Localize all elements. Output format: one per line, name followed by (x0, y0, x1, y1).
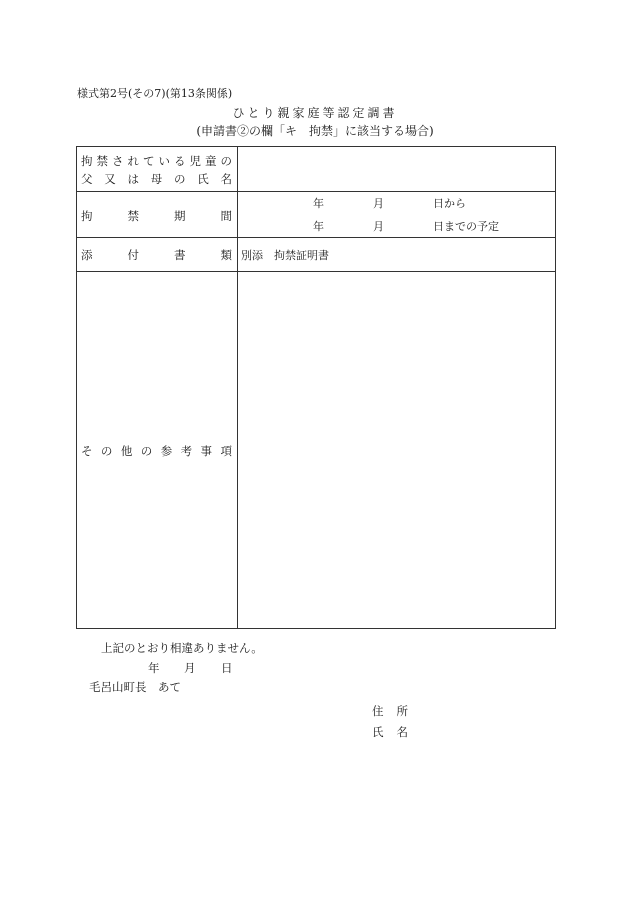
label-char: 書 (174, 248, 186, 262)
period-from-year-unit: 年 (313, 197, 324, 210)
label-char: 間 (220, 209, 232, 223)
label-char: の (100, 444, 113, 458)
label-char: 他 (120, 444, 133, 458)
label-char: 考 (180, 444, 193, 458)
name-label-char-2: 名 (396, 725, 408, 739)
name-label-char-1: 氏 (372, 725, 384, 739)
applicant-address-label (372, 703, 408, 719)
label-char: 名 (220, 172, 232, 186)
document-subtitle: (申請書②の欄「キ 拘禁」に該当する場合) (196, 124, 434, 138)
column-divider (237, 147, 238, 628)
label-char: の (174, 172, 186, 186)
label-char: 又 (104, 172, 116, 186)
remarks-label (81, 443, 232, 459)
form-number: 様式第2号(その7)(第13条関係) (77, 87, 233, 100)
label-char: 禁 (96, 154, 108, 168)
parent-name-label-line2 (81, 171, 232, 187)
label-char: は (127, 172, 139, 186)
period-from-month-unit: 月 (373, 197, 384, 210)
declaration-date-day: 日 (221, 661, 233, 675)
label-char: 童 (205, 154, 217, 168)
parent-name-field[interactable] (241, 151, 551, 187)
label-char: そ (81, 444, 93, 458)
label-char: る (174, 154, 186, 168)
label-char: 類 (220, 248, 232, 262)
remarks-label-text (81, 443, 232, 459)
period-until-day-suffix: 日までの予定 (433, 220, 499, 233)
period-from-day-suffix: 日から (433, 197, 466, 210)
label-char: 項 (220, 444, 232, 458)
attachments-value: 別添 拘禁証明書 (241, 249, 329, 262)
declaration-statement: 上記のとおり相違ありません。 (101, 641, 263, 655)
label-char: て (143, 154, 155, 168)
label-char: 拘 (81, 154, 93, 168)
address-label-char-1: 住 (372, 704, 384, 718)
document-title: ひとり親家庭等認定調書 (232, 106, 398, 120)
label-char: い (158, 154, 170, 168)
attachments-label (81, 247, 232, 263)
label-char: 氏 (197, 172, 209, 186)
label-char: 事 (200, 444, 213, 458)
label-char: れ (127, 154, 139, 168)
parent-name-label (81, 153, 232, 187)
period-until-year-unit: 年 (313, 220, 324, 233)
attachments-label-text (81, 247, 232, 263)
label-char: 母 (150, 172, 163, 186)
label-char: 付 (127, 248, 139, 262)
label-char: 期 (174, 209, 186, 223)
row-divider (77, 191, 555, 192)
row-divider (77, 271, 555, 272)
declaration-date-year: 年 (148, 661, 160, 675)
remarks-field[interactable] (241, 277, 551, 623)
label-char: 参 (160, 444, 173, 458)
label-char: の (140, 444, 153, 458)
row-divider (77, 237, 555, 238)
label-char: 禁 (127, 209, 139, 223)
addressee: 毛呂山町長 あて (89, 680, 181, 694)
label-char: の (220, 154, 232, 168)
applicant-name-label (372, 724, 408, 740)
label-char: 拘 (81, 209, 93, 223)
parent-name-label-line1 (81, 153, 232, 169)
period-until-month-unit: 月 (373, 220, 384, 233)
label-char: 父 (81, 172, 93, 186)
label-char: さ (112, 154, 124, 168)
certification-table (76, 146, 556, 629)
detention-period-label-text (81, 208, 232, 224)
label-char: 添 (81, 248, 93, 262)
label-char: 児 (189, 154, 201, 168)
detention-period-label (81, 208, 232, 224)
address-label-char-2: 所 (396, 704, 408, 718)
declaration-date-month: 月 (184, 661, 196, 675)
